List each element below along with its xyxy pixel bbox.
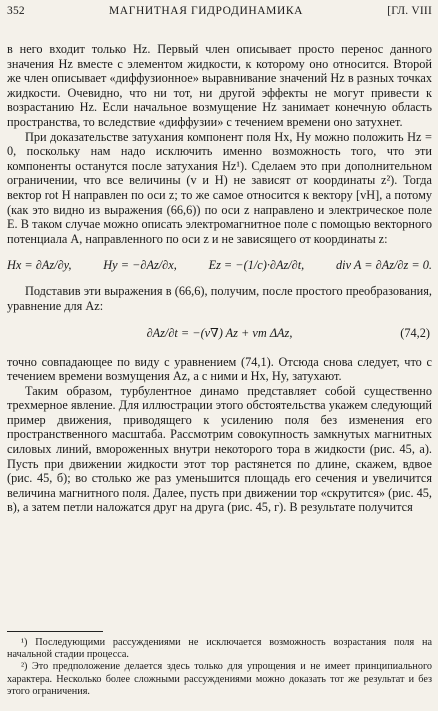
page-number: 352 [7,5,25,17]
footnote-2: ²) Это предположение делается здесь только для упрощения и не имеет принципиального характера. Несколько более сложными рассуждениями можно доказать тот же результат и без этого ограничения. [7,661,432,697]
paragraph-continuation: в него входит только Hz. Первый член описывает просто перенос данного значения Hz вместе с элементом жидкости, к которому оно относится. Второй же член описывает «диффузионное» выравнивание значений Hz в разных точках жидкости. Очевидно, что ни тот, ни другой эффекты не могут привести к возрастанию Hz. Если начальное возмущение Hz занимает конечную область пространства, то вследствие «диффузии» с течением времени оно затухнет. [7,42,432,129]
page-header [7,4,432,22]
book-page [7,4,432,707]
paragraph-turbulent-dynamo: Таким образом, турбулентное динамо представляет собой существенно трехмерное явление. Для иллюстрации этого обстоятельства укажем следующий пример движения, приводящего к усилению поля без изменения его пространственного масштаба. Рассмотрим совокупность замкнутых магнитных силовых линий, вмороженных внутри некоторого тора в жидкости (рис. 45, а). Пусть при движении жидкости этот тор растянется по длине, скажем, вдвое (рис. 45, б); во столько же раз уменьшится площадь его сечения и увеличится величина магнитного поля. Далее, пусть при движении тор «скрутится» (рис. 45, в), а затем петли наложатся друг на друга (рис. 45, г). В результате получится [7,383,432,515]
equation-74-2 [7,319,432,349]
footnotes [7,631,432,698]
footnote-rule [7,631,103,632]
equation-potential-definitions [7,252,432,278]
equation-74-2-body: ∂Az/∂t = −(v∇) Az + νm ΔAz, [146,326,293,341]
paragraph-field-components: При доказательстве затухания компонент поля Hx, Hy можно положить Hz = 0, поскольку нам надо исключить именно возможность того, что эти компоненты останутся после затухания Hz¹). Сделаем это при дополнительном ограничении, что все величины (v и H) не зависят от координаты z²). Тогда вектор rot H направлен по оси z; то же самое относится к вектору [vH], а потому (как это видно из выражения (66,6)) по оси z направлено и электрическое поле E. В таком случае можно описать электромагнитное поле с помощью векторного потенциала A, направленного по оси z и не зависящего от координаты z: [7,129,432,246]
footnote-1: ¹) Последующими рассуждениями не исключается возможность возрастания поля на начальной стадии процесса. [7,637,432,661]
equation-hx: Hx = ∂Az/∂y, [7,258,72,273]
chapter-label: [ГЛ. VIII [387,5,432,17]
equation-div-a: div A = ∂Az/∂z = 0. [336,258,432,273]
equation-number: (74,2) [400,326,430,341]
main-text [7,42,432,515]
equation-ez: Ez = −(1/c)·∂Az/∂t, [208,258,305,273]
paragraph-conclusion: точно совпадающее по виду с уравнением (74,1). Отсюда снова следует, что с течением времени возмущения Az, а с ними и Hx, Hy, затухают. [7,354,432,384]
paragraph-substitution: Подставив эти выражения в (66,6), получим, после простого преобразования, уравнение для Az: [7,284,432,313]
equation-hy: Hy = −∂Az/∂x, [103,258,177,273]
running-title: МАГНИТНАЯ ГИДРОДИНАМИКА [108,5,304,17]
